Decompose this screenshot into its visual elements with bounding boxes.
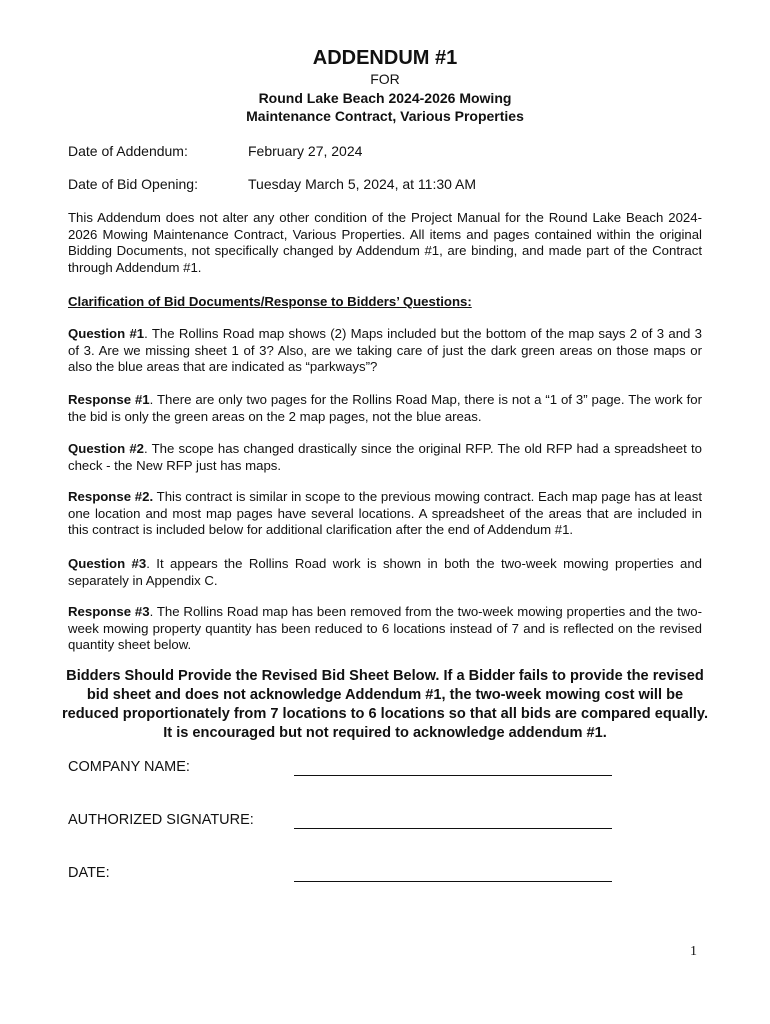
question-1-text: . The Rollins Road map shows (2) Maps included but the bottom of the map says 2 of 3 and 3 of 3. Are we missing sheet 1 of 3? Also, are we taking care of just the dark green areas on those maps or also the blue areas that are indicated as “parkways”?	[68, 326, 702, 375]
project-title-line-2: Maintenance Contract, Various Properties	[246, 108, 524, 124]
response-2-label: Response #2.	[68, 489, 154, 504]
page-title: ADDENDUM #1	[312, 47, 458, 69]
response-2-text: This contract is similar in scope to the previous mowing contract. Each map page has at least one location and most map pages have several locations. A spreadsheet of the areas that are included in this contract is included below for additional clarification after the end of Addendum #1.	[68, 489, 702, 538]
question-2	[68, 441, 702, 474]
question-1-label: Question #1	[68, 326, 145, 341]
question-2-label: Question #2	[68, 441, 145, 456]
response-3	[68, 604, 702, 654]
response-1-text: . There are only two pages for the Rollins Road Map, there is not a “1 of 3” page. The work for the bid is only the green areas on the 2 map pages, not the blue areas.	[68, 392, 702, 424]
bid-opening-value: Tuesday March 5, 2024, at 11:30 AM	[248, 176, 477, 192]
response-1	[68, 392, 702, 425]
question-3-label: Question #3	[68, 556, 147, 571]
date-label: DATE:	[68, 865, 110, 881]
question-3-text: . It appears the Rollins Road work is shown in both the two-week mowing properties and separately in Appendix C.	[68, 556, 703, 588]
addendum-date-value: February 27, 2024	[248, 143, 363, 159]
response-2	[68, 489, 702, 539]
for-label: FOR	[370, 71, 400, 87]
authorized-signature-label: AUTHORIZED SIGNATURE:	[68, 812, 254, 828]
addendum-date-label: Date of Addendum:	[68, 143, 188, 159]
bid-opening-label: Date of Bid Opening:	[68, 176, 198, 192]
date-line[interactable]	[294, 881, 612, 882]
question-2-text: . The scope has changed drastically since the original RFP. The old RFP had a spreadsheet to check - the New RFP just has maps.	[68, 441, 702, 473]
company-name-label: COMPANY NAME:	[68, 759, 190, 775]
page-number: 1	[690, 944, 697, 959]
clarification-heading: Clarification of Bid Documents/Response to Bidders’ Questions:	[68, 294, 472, 309]
authorized-signature-line[interactable]	[294, 828, 612, 829]
bid-sheet-notice: Bidders Should Provide the Revised Bid Sheet Below. If a Bidder fails to provide the revised bid sheet and does not acknowledge Addendum #1, the two-week mowing cost will be reduced proportionately from 7 locations to 6 locations so that all bids are compared equally. It is encouraged but not required to acknowledge addendum #1.	[61, 668, 709, 741]
project-title-line-1: Round Lake Beach 2024-2026 Mowing	[258, 90, 512, 106]
authorized-signature-row	[68, 812, 628, 832]
response-3-label: Response #3	[68, 604, 150, 619]
response-3-text: . The Rollins Road map has been removed from the two-week mowing properties and the two-week mowing property quantity has been reduced to 6 locations instead of 7 and is reflected on the revised quantity sheet below.	[68, 604, 702, 653]
question-1	[68, 326, 702, 376]
response-1-label: Response #1	[68, 392, 150, 407]
question-3	[68, 556, 702, 589]
company-name-line[interactable]	[294, 775, 612, 776]
company-name-row	[68, 759, 628, 779]
date-row	[68, 865, 628, 885]
intro-paragraph: This Addendum does not alter any other condition of the Project Manual for the Round Lake Beach 2024-2026 Mowing Maintenance Contract, Various Properties. All items and pages contained within the original Bidding Documents, not specifically changed by Addendum #1, are binding, and made part of the Contract through Addendum #1.	[68, 210, 702, 275]
